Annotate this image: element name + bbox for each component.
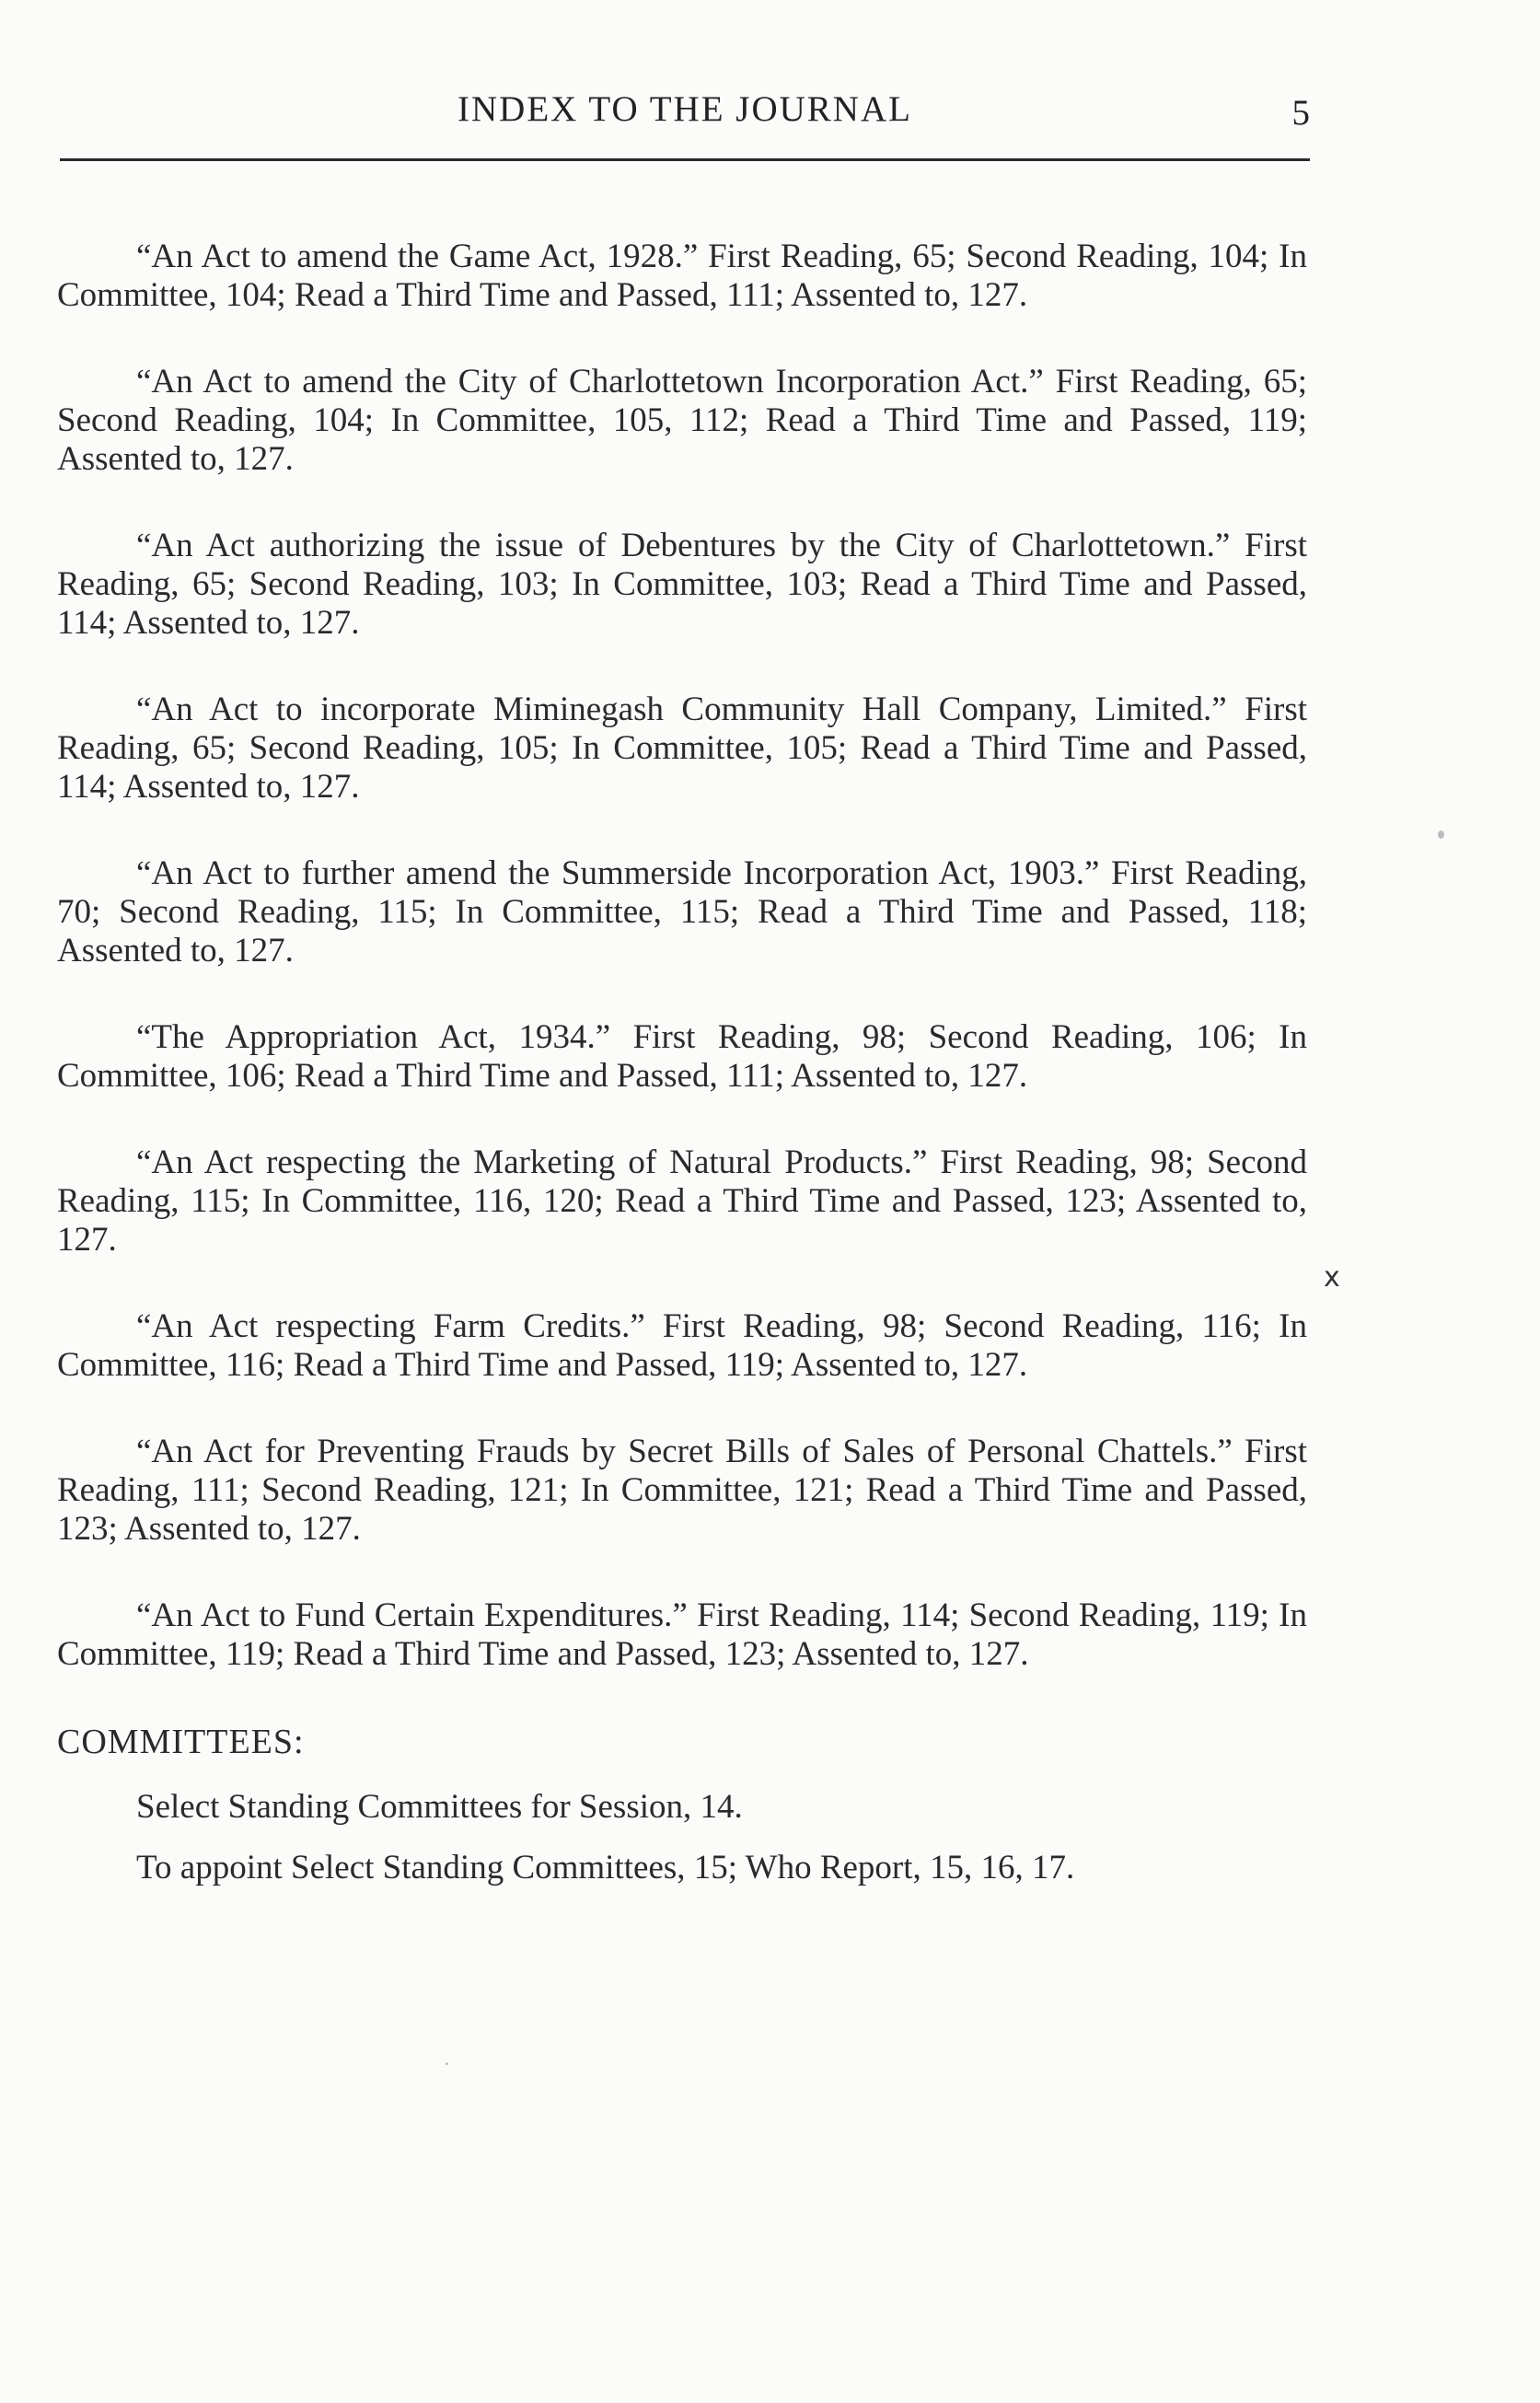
committees-heading: COMMITTEES: [57,1723,305,1761]
index-entry: “An Act to further amend the Summerside Incorporation Act, 1903.” First Reading, 70; Second Reading, 115; In Committee, 115; Read a Third Time and Passed, 118; Assented to, 127. [57,854,1307,969]
index-entry: “An Act to amend the Game Act, 1928.” First Reading, 65; Second Reading, 104; In Committee, 104; Read a Third Time and Passed, 111; Assented to, 127. [57,238,1307,314]
index-entry: “An Act respecting Farm Credits.” First Reading, 98; Second Reading, 116; In Committee, 116; Read a Third Time and Passed, 119; Assented to, 127. [57,1307,1307,1384]
index-entry: “An Act to Fund Certain Expenditures.” First Reading, 114; Second Reading, 119; In Committee, 119; Read a Third Time and Passed, 123; Assented to, 127. [57,1596,1307,1673]
index-entry: “An Act authorizing the issue of Debentures by the City of Charlottetown.” First Reading, 65; Second Reading, 103; In Committee, 103; Read a Third Time and Passed, 114; Assented to, 127. [57,527,1307,642]
committee-entry: To appoint Select Standing Committees, 15; Who Report, 15, 16, 17. [136,1849,1075,1886]
index-entry: “An Act to incorporate Miminegash Community Hall Company, Limited.” First Reading, 65; Second Reading, 105; In Committee, 105; Read a Third Time and Passed, 114; Assented to, 127. [57,691,1307,806]
index-entry: “The Appropriation Act, 1934.” First Reading, 98; Second Reading, 106; In Committee, 106; Read a Third Time and Passed, 111; Assented to, 127. [57,1018,1307,1095]
page-number: 5 [1291,93,1310,133]
handwritten-margin-mark: x [1324,1261,1340,1294]
committee-entry: Select Standing Committees for Session, 14. [136,1788,743,1826]
running-title: INDEX TO THE JOURNAL [457,89,912,129]
index-content [57,238,1307,1910]
index-entry: “An Act to amend the City of Charlottetown Incorporation Act.” First Reading, 65; Second Reading, 104; In Committee, 105, 112; Read a Third Time and Passed, 119; Assented to, 127. [57,363,1307,478]
header-rule [60,158,1310,161]
page-header [60,88,1310,144]
paper-speck [446,2062,448,2065]
index-entry: “An Act for Preventing Frauds by Secret Bills of Sales of Personal Chattels.” First Reading, 111; Second Reading, 121; In Committee, 121; Read a Third Time and Passed, 123; Assented to, 127. [57,1433,1307,1548]
index-entry: “An Act respecting the Marketing of Natural Products.” First Reading, 98; Second Reading, 115; In Committee, 116, 120; Read a Third Time and Passed, 123; Assented to, 127. [57,1143,1307,1259]
paper-speck [1438,830,1444,839]
